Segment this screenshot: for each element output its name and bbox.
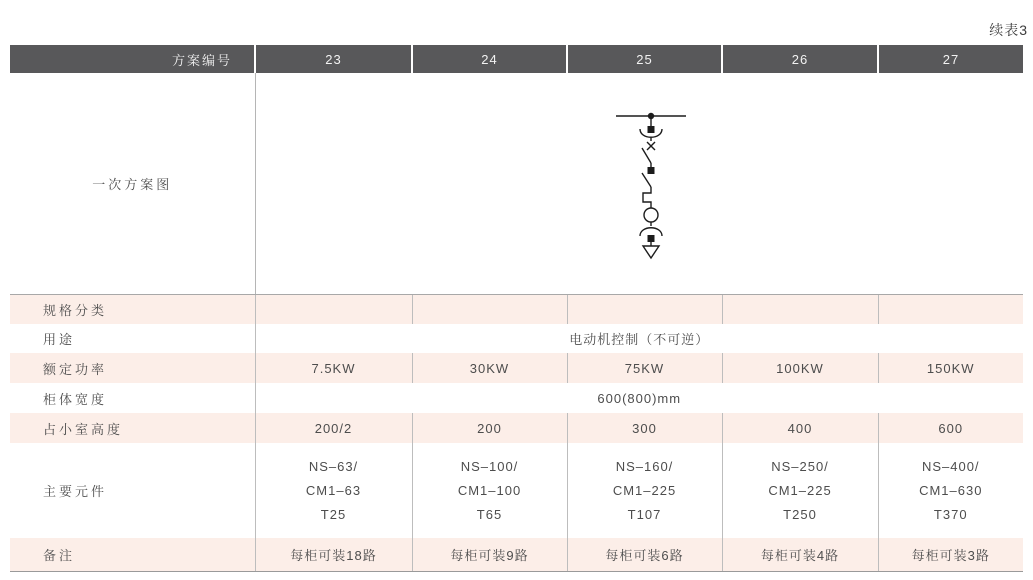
cell-comp-27: [878, 443, 1023, 538]
component-line: T25: [320, 506, 347, 522]
row-rated-power: [10, 353, 1023, 383]
component-line: CM1–100: [457, 482, 522, 498]
component-line: NS–100/: [460, 458, 519, 474]
component-line: T65: [476, 506, 503, 522]
row-label-usage: 用途: [43, 332, 76, 347]
component-line: CM1–63: [305, 482, 362, 498]
header-scheme-number: 方案编号: [10, 45, 255, 73]
single-line-diagram-icon: [592, 105, 712, 265]
cell-height-25: 300: [567, 413, 722, 443]
row-main-components: [10, 443, 1023, 538]
header-col-24: 24: [412, 45, 567, 73]
continued-table-label: 续表3: [989, 22, 1028, 38]
row-usage: [10, 324, 1023, 353]
cell-cabinet-width-merged: 600(800)mm: [255, 383, 1023, 413]
row-label-main-components: 主要元件: [43, 484, 108, 499]
component-line: CM1–225: [612, 482, 677, 498]
header-col-26: 26: [722, 45, 878, 73]
header-col-27: 27: [878, 45, 1023, 73]
component-line: CM1–630: [919, 482, 983, 498]
cell-height-26: 400: [722, 413, 878, 443]
cell-comp-25: [567, 443, 722, 538]
component-line: NS–400/: [921, 458, 980, 474]
row-spec-category: [10, 294, 1023, 324]
cell-power-25: 75KW: [567, 353, 722, 383]
cell-spec-27: [878, 294, 1023, 324]
cell-power-26: 100KW: [722, 353, 878, 383]
component-line: NS–160/: [615, 458, 674, 474]
cell-power-23: 7.5KW: [255, 353, 412, 383]
row-compartment-height: [10, 413, 1023, 443]
cell-comp-24: [412, 443, 567, 538]
component-line: T370: [933, 506, 968, 522]
diagram-cell: [255, 73, 1023, 294]
spec-table: [10, 45, 1023, 572]
row-label-rated-power: 额定功率: [10, 353, 255, 383]
component-line: CM1–225: [768, 482, 832, 498]
cell-spec-26: [722, 294, 878, 324]
cell-note-26: 每柜可装4路: [722, 538, 878, 571]
cell-power-27: 150KW: [878, 353, 1023, 383]
cell-height-24: 200: [412, 413, 567, 443]
cell-spec-23: [255, 294, 412, 324]
component-line: T107: [627, 506, 662, 522]
primary-scheme-row: [10, 73, 1023, 294]
cell-spec-24: [412, 294, 567, 324]
component-line: T250: [783, 506, 817, 522]
cell-usage-merged: 电动机控制（不可逆）: [255, 324, 1023, 353]
cell-spec-25: [567, 294, 722, 324]
cell-comp-26: [722, 443, 878, 538]
cell-note-23: 每柜可装18路: [255, 538, 412, 571]
header-col-23: 23: [255, 45, 412, 73]
row-label-primary-scheme: 一次方案图: [10, 73, 255, 294]
cell-note-25: 每柜可装6路: [567, 538, 722, 571]
cell-note-27: 每柜可装3路: [878, 538, 1023, 571]
row-cabinet-width: [10, 383, 1023, 413]
cell-note-24: 每柜可装9路: [412, 538, 567, 571]
row-label-cabinet-width: 柜体宽度: [43, 391, 108, 407]
header-col-25: 25: [567, 45, 722, 73]
table-header-row: [10, 45, 1023, 73]
cell-power-24: 30KW: [412, 353, 567, 383]
row-label-remarks: 备注: [10, 538, 255, 571]
cell-height-27: 600: [878, 413, 1023, 443]
component-line: NS–250/: [771, 458, 829, 474]
cell-height-23: 200/2: [255, 413, 412, 443]
row-remarks: [10, 538, 1023, 571]
component-line: NS–63/: [308, 458, 359, 474]
row-label-compartment-height: 占小室高度: [10, 413, 255, 443]
row-label-spec-category: 规格分类: [10, 294, 255, 324]
cell-comp-23: [255, 443, 412, 538]
